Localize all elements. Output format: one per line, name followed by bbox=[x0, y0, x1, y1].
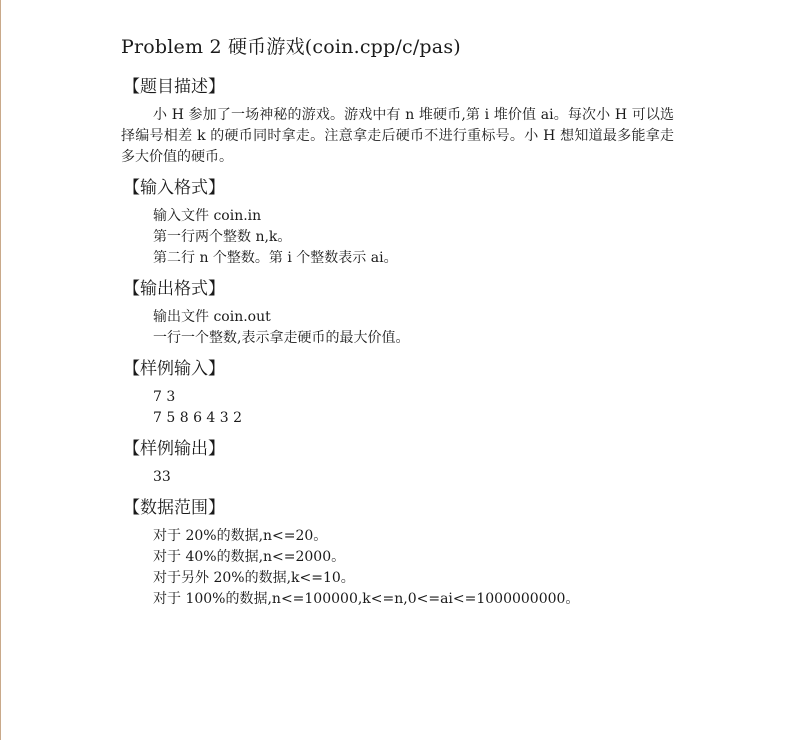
output-format-line: 输出文件 coin.out bbox=[153, 309, 271, 325]
sample-input-line: 7 5 8 6 4 3 2 bbox=[153, 410, 243, 426]
data-range-heading: 【数据范围】 bbox=[123, 498, 225, 518]
sample-output-heading: 【样例输出】 bbox=[123, 439, 225, 459]
input-format-line: 第二行 n 个整数。第 i 个整数表示 ai。 bbox=[153, 250, 398, 266]
input-format-section bbox=[121, 177, 681, 269]
input-format-line: 输入文件 coin.in bbox=[153, 208, 262, 224]
sample-output-lines bbox=[121, 467, 681, 488]
output-format-line: 一行一个整数,表示拿走硬币的最大价值。 bbox=[153, 330, 410, 346]
input-format-lines bbox=[121, 206, 681, 269]
output-format-section bbox=[121, 278, 681, 349]
sample-output-section bbox=[121, 438, 681, 488]
description-section bbox=[121, 76, 681, 168]
problem-title: Problem 2 硬币游戏(coin.cpp/c/pas) bbox=[121, 36, 461, 58]
data-range-line: 对于 40%的数据,n<=2000。 bbox=[153, 549, 346, 565]
problem-document bbox=[121, 34, 681, 610]
output-format-heading: 【输出格式】 bbox=[123, 279, 225, 299]
sample-input-heading: 【样例输入】 bbox=[123, 359, 225, 379]
input-format-heading: 【输入格式】 bbox=[123, 178, 225, 198]
description-text: 小 H 参加了一场神秘的游戏。游戏中有 n 堆硬币,第 i 堆价值 ai。每次小 H 可以选择编号相差 k 的硬币同时拿走。注意拿走后硬币不进行重标号。小 H 想知道最多能拿走多大价值的硬币。 bbox=[121, 107, 674, 165]
data-range-section bbox=[121, 497, 681, 610]
data-range-line: 对于另外 20%的数据,k<=10。 bbox=[153, 570, 355, 586]
input-format-line: 第一行两个整数 n,k。 bbox=[153, 229, 292, 245]
page-left-edge bbox=[0, 0, 1, 740]
sample-input-section bbox=[121, 358, 681, 429]
data-range-lines bbox=[121, 526, 681, 610]
sample-input-lines bbox=[121, 387, 681, 429]
output-format-lines bbox=[121, 307, 681, 349]
data-range-line: 对于 20%的数据,n<=20。 bbox=[153, 528, 328, 544]
sample-input-line: 7 3 bbox=[153, 389, 176, 405]
data-range-line: 对于 100%的数据,n<=100000,k<=n,0<=ai<=1000000000。 bbox=[153, 591, 580, 607]
description-heading: 【题目描述】 bbox=[123, 77, 225, 97]
sample-output-line: 33 bbox=[153, 469, 171, 485]
